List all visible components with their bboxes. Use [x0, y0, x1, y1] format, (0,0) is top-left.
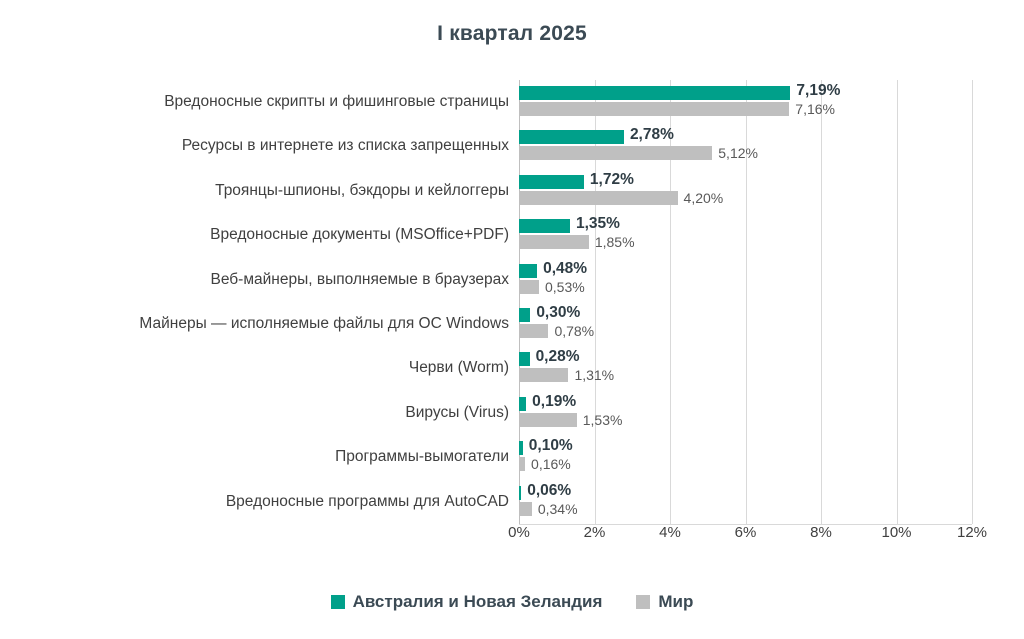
- bar-value-label: 0,06%: [527, 481, 572, 499]
- x-tick-label: 2%: [583, 524, 606, 541]
- bar-series-world: [519, 502, 532, 516]
- category-label: Программы-вымогатели: [335, 448, 509, 466]
- bar-value-label: 0,53%: [545, 278, 585, 295]
- category-label: Вредоносные программы для AutoCAD: [225, 492, 509, 510]
- bar-value-label: 0,19%: [532, 392, 577, 410]
- x-tick-label: 8%: [810, 524, 832, 541]
- bar-series-world: [519, 457, 525, 471]
- plot-area: [139, 80, 972, 524]
- category-label: Ресурсы в интернете из списка запрещенных: [181, 137, 509, 155]
- bar-value-label: 0,28%: [535, 348, 580, 366]
- legend-swatch-icon: [636, 595, 650, 609]
- x-axis-ticks: [508, 524, 988, 550]
- bar-row: [408, 346, 972, 390]
- bar-value-label: 0,30%: [536, 304, 581, 321]
- legend-label: Австралия и Новая Зеландия: [352, 592, 603, 611]
- bar-row: [335, 435, 972, 479]
- category-label: Майнеры — исполняемые файлы для ОС Windows: [139, 315, 509, 332]
- x-tick-label: 6%: [734, 524, 757, 541]
- bar-value-label: 0,78%: [554, 323, 595, 339]
- category-label: Вредоносные скрипты и фишинговые страницы: [164, 93, 509, 110]
- bar-rows: [139, 80, 972, 524]
- bar-value-label: 1,31%: [574, 367, 615, 384]
- bar-row: [405, 391, 972, 435]
- bar-value-label: 7,19%: [796, 82, 841, 99]
- bar-series-anz: [519, 130, 624, 144]
- legend-swatch-icon: [331, 595, 345, 609]
- bar-value-label: 0,16%: [531, 456, 571, 473]
- bar-value-label: 1,53%: [582, 411, 623, 428]
- bar-series-anz: [519, 441, 523, 455]
- bar-value-label: 2,78%: [629, 126, 674, 144]
- legend-item[interactable]: [636, 592, 693, 612]
- bar-value-label: 7,16%: [795, 101, 835, 117]
- bar-row: [139, 302, 972, 346]
- bar-value-label: 0,48%: [543, 259, 588, 277]
- bar-series-world: [519, 146, 712, 160]
- x-tick-label: 0%: [508, 524, 530, 541]
- category-label: Троянцы-шпионы, бэкдоры и кейлоггеры: [215, 181, 509, 199]
- bar-series-world: [519, 280, 539, 294]
- bar-row: [225, 480, 972, 524]
- bar-series-anz: [519, 264, 537, 278]
- bar-series-anz: [519, 397, 526, 411]
- bar-value-label: 5,12%: [718, 145, 758, 162]
- bar-series-world: [519, 235, 589, 249]
- legend-label: Мир: [658, 592, 694, 611]
- bar-series-world: [519, 191, 678, 205]
- bar-series-anz: [519, 175, 584, 189]
- x-tick-label: 10%: [881, 524, 912, 541]
- bar-value-label: 0,10%: [528, 437, 573, 455]
- bar-series-anz: [519, 86, 790, 100]
- bar-row: [181, 124, 972, 168]
- bar-series-anz: [519, 219, 570, 233]
- bar-row: [210, 213, 972, 257]
- legend-item[interactable]: [331, 592, 603, 612]
- chart-legend: [0, 592, 1024, 612]
- bar-row: [164, 80, 972, 124]
- x-tick-label: 12%: [956, 524, 988, 541]
- bar-value-label: 0,34%: [537, 500, 578, 517]
- category-label: Черви (Worm): [408, 359, 509, 377]
- bar-series-anz: [519, 486, 521, 500]
- category-label: Вирусы (Virus): [405, 403, 509, 421]
- category-label: Вредоносные документы (MSOffice+PDF): [210, 226, 509, 244]
- bar-value-label: 1,72%: [589, 170, 634, 188]
- bar-series-world: [519, 368, 568, 382]
- bar-series-world: [519, 324, 548, 338]
- bar-value-label: 1,35%: [575, 215, 620, 233]
- bar-series-anz: [519, 352, 530, 366]
- bar-series-world: [519, 413, 577, 427]
- bar-series-world: [519, 102, 789, 116]
- bar-series-anz: [519, 308, 530, 322]
- chart-title: I квартал 2025: [437, 22, 587, 45]
- bar-row: [215, 169, 972, 213]
- x-tick-label: 4%: [659, 524, 681, 541]
- bar-value-label: 1,85%: [594, 234, 635, 251]
- gridline: [972, 80, 973, 524]
- bar-value-label: 4,20%: [683, 189, 724, 206]
- bar-row: [210, 258, 972, 302]
- category-label: Веб-майнеры, выполняемые в браузерах: [210, 270, 509, 288]
